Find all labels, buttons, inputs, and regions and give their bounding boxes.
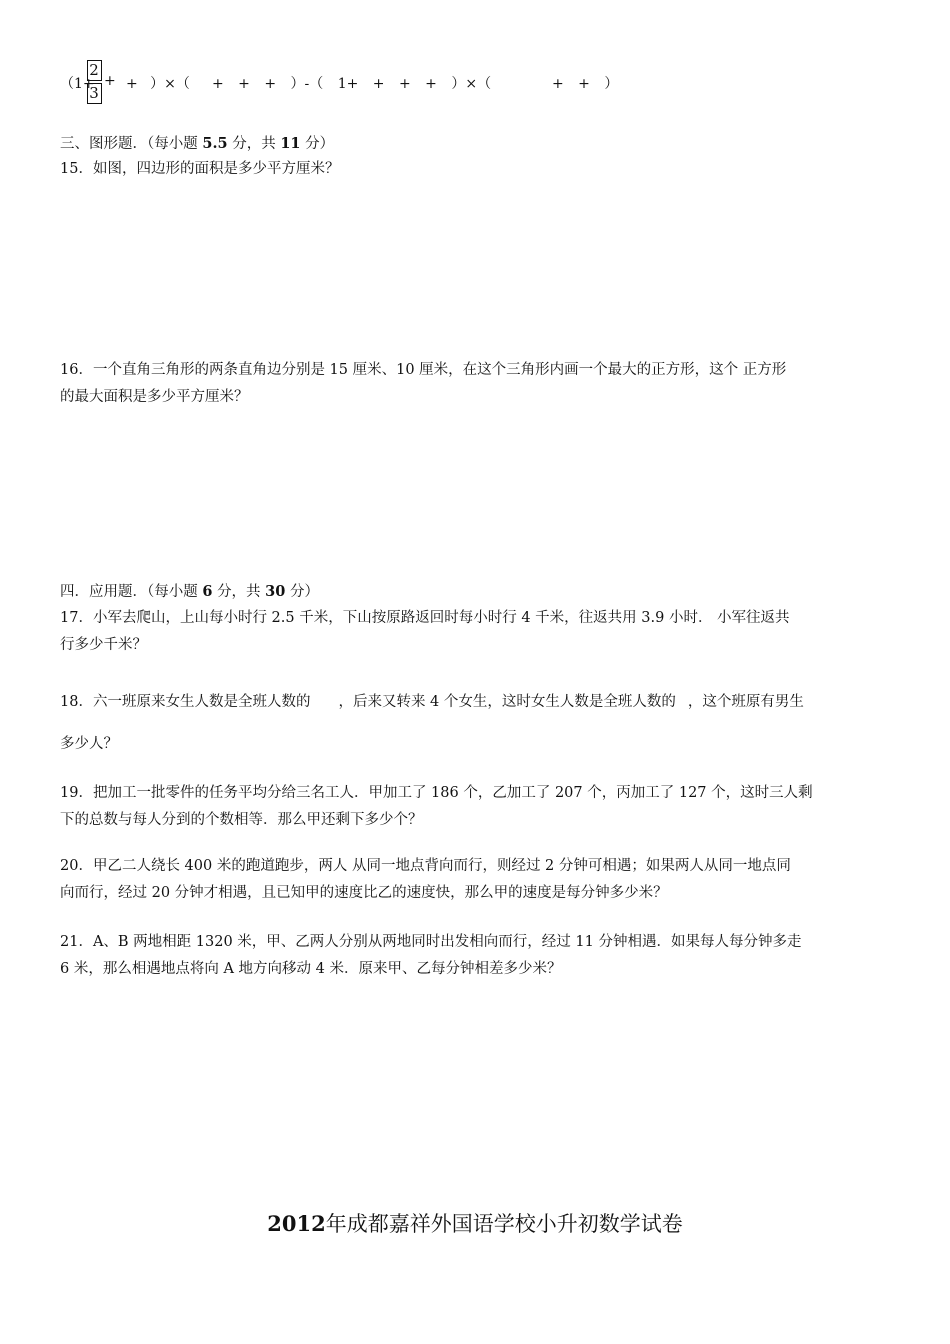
question-19-line-2: 下的总数与每人分到的个数相等．那么甲还剩下多少个？ xyxy=(60,812,423,828)
question-21 xyxy=(60,929,895,983)
question-18-line-2: 多少人？ xyxy=(60,736,118,752)
question-17 xyxy=(60,605,895,659)
section-4-total: 30 xyxy=(265,583,286,600)
section-4-heading: 四．应用题．（每小题 6 分，共 30 分） xyxy=(60,583,319,600)
question-15: 15．如图，四边形的面积是多少平方厘米？ xyxy=(60,161,340,177)
question-21-line-1: 21．A、B 两地相距 1320 米，甲、乙两人分别从两地同时出发相向而行，经过 11 分钟相遇．如果每人每分钟多走 xyxy=(60,934,802,950)
exam-title-text: 年成都嘉祥外国语学校小升初数学试卷 xyxy=(325,1212,683,1236)
expression-part3: + + ） xyxy=(552,76,619,92)
expression-part2: + + + ）-（ 1+ + + + ）×（ xyxy=(212,76,492,92)
fraction xyxy=(86,60,102,104)
question-19 xyxy=(60,780,895,834)
question-20 xyxy=(60,853,895,907)
question-21-line-2: 6 米，那么相遇地点将向 A 地方向移动 4 米．原来甲、乙每分钟相差多少米？ xyxy=(60,961,562,977)
question-19-line-1: 19．把加工一批零件的任务平均分给三名工人．甲加工了 186 个，乙加工了 207 个，丙加工了 127 个，这时三人剩 xyxy=(60,785,813,801)
question-18-line-1: 18．六一班原来女生人数是全班人数的 ，后来又转来 4 个女生，这时女生人数是全班人数的 ，这个班原有男生 xyxy=(60,694,804,710)
expression-open: （1+ xyxy=(60,76,95,92)
section-3-total: 11 xyxy=(280,135,301,152)
expression-part1: + ）×（ xyxy=(126,76,190,92)
expression-plus: + xyxy=(104,73,116,89)
fraction-denominator: 3 xyxy=(87,83,102,104)
question-16 xyxy=(60,357,895,411)
exam-title-year: 2012 xyxy=(267,1211,326,1236)
question-17-line-2: 行多少千米？ xyxy=(60,637,147,653)
fraction-numerator: 2 xyxy=(87,60,102,81)
question-16-line-2: 的最大面积是多少平方厘米？ xyxy=(60,389,249,405)
question-20-line-1: 20．甲乙二人绕长 400 米的跑道跑步，两人 从同一地点背向而行，则经过 2 分钟可相遇；如果两人从同一地点同 xyxy=(60,858,791,874)
section-3-points: 5.5 xyxy=(202,135,228,152)
section-3-heading: 三、图形题．（每小题 5.5 分，共 11 分） xyxy=(60,135,335,152)
question-20-line-2: 向而行，经过 20 分钟才相遇，且已知甲的速度比乙的速度快，那么甲的速度是每分钟多少米？ xyxy=(60,885,668,901)
question-16-line-1: 16．一个直角三角形的两条直角边分别是 15 厘米、10 厘米，在这个三角形内画一个最大的正方形，这个 正方形 xyxy=(60,362,787,378)
question-17-line-1: 17．小军去爬山，上山每小时行 2.5 千米，下山按原路返回时每小时行 4 千米，往返共用 3.9 小时． 小军往返共 xyxy=(60,610,790,626)
section-4-points: 6 xyxy=(202,583,213,600)
exam-title xyxy=(0,1208,950,1238)
